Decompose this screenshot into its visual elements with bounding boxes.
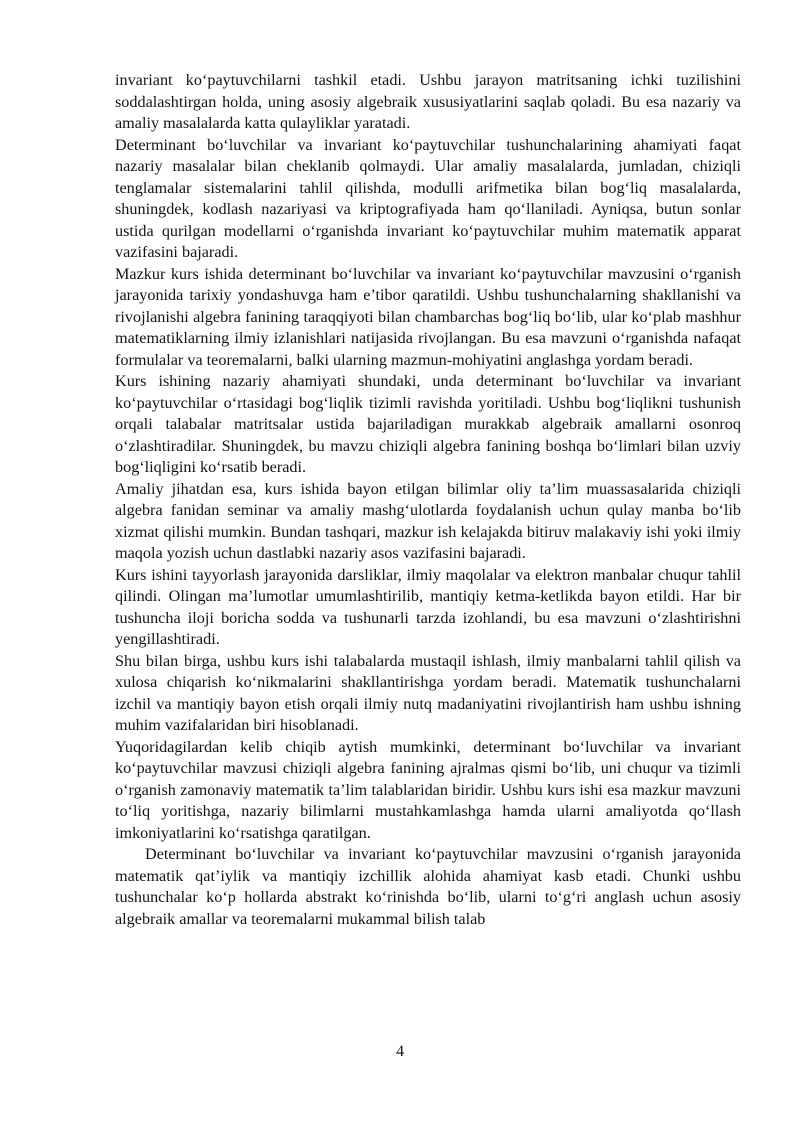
paragraph-6: Kurs ishini tayyorlash jarayonida darsliklar, ilmiy maqolalar va elektron manbalar chuqur tahlil qilindi. Olingan ma’lumotlar umumlashtirilib, mantiqiy ketma-ketlikda bayon etildi. Har bir tushuncha iloji boricha sodda va tushunarli tarzda izohlandi, bu esa mavzuni oʻzlashtirishni yengillashtiradi. [115, 565, 741, 648]
page-number: 4 [395, 1042, 405, 1060]
paragraph-9: Determinant boʻluvchilar va invariant koʻpaytuvchilar mavzusini oʻrganish jarayonida matematik qat’iylik va mantiqiy izchillik alohida ahamiyat kasb etadi. Chunki ushbu tushunchalar koʻp hollarda abstrakt koʻrinishda boʻlib, ularni toʻgʻri anglash uchun asosiy algebraik amallar va teoremalarni mukammal bilish talab [115, 845, 741, 928]
paragraph-3: Mazkur kurs ishida determinant boʻluvchilar va invariant koʻpaytuvchilar mavzusini oʻrganish jarayonida tarixiy yondashuvga ham e’tibor qaratildi. Ushbu tushunchalarning shakllanishi va rivojlanishi algebra fanining taraqqiyoti bilan chambarchas bogʻliq boʻlib, ular koʻplab mashhur matematiklarning ilmiy izlanishlari natijasida rivojlangan. Bu esa mavzuni oʻrganishda nafaqat formulalar va teoremalarni, balki ularning mazmun-mohiyatini anglashga yordam beradi. [115, 264, 741, 369]
paragraph-2: Determinant boʻluvchilar va invariant koʻpaytuvchilar tushunchalarining ahamiyati faqat nazariy masalalar bilan cheklanib qolmaydi. Ular amaliy masalalarda, jumladan, chiziqli tenglamalar sistemalarini tahlil qilishda, modulli arifmetika bilan bogʻliq masalalarda, shuningdek, kodlash nazariyasi va kriptografiyada ham qoʻllaniladi. Ayniqsa, butun sonlar ustida qurilgan modellarni oʻrganishda invariant koʻpaytuvchilar muhim matematik apparat vazifasini bajaradi. [115, 135, 741, 261]
paragraph-4: Kurs ishining nazariy ahamiyati shundaki, unda determinant boʻluvchilar va invariant koʻpaytuvchilar oʻrtasidagi bogʻliqlik tizimli ravishda yoritiladi. Ushbu bogʻliqlikni tushunish orqali talabalar matritsalar ustida bajariladigan murakkab algebraik amallarni osonroq oʻzlashtiradilar. Shuningdek, bu mavzu chiziqli algebra fanining boshqa boʻlimlari bilan uzviy bogʻliqligini koʻrsatib beradi. [115, 372, 741, 476]
body-text [115, 70, 741, 930]
paragraph-1: invariant koʻpaytuvchilarni tashkil etadi. Ushbu jarayon matritsaning ichki tuzilishini soddalashtirgan holda, uning asosiy algebraik xususiyatlarini saqlab qoladi. Bu esa nazariy va amaliy masalalarda katta qulayliklar yaratadi. [115, 71, 741, 132]
paragraph-7: Shu bilan birga, ushbu kurs ishi talabalarda mustaqil ishlash, ilmiy manbalarni tahlil qilish va xulosa chiqarish koʻnikmalarini shakllantirishga yordam beradi. Matematik tushunchalarni izchil va mantiqiy bayon etish orqali ilmiy nutq madaniyatini rivojlantirish ham ushbu ishning muhim vazifalaridan biri hisoblanadi. [115, 651, 741, 734]
paragraph-8: Yuqoridagilardan kelib chiqib aytish mumkinki, determinant boʻluvchilar va invariant koʻpaytuvchilar mavzusi chiziqli algebra fanining ajralmas qismi boʻlib, uni chuqur va tizimli oʻrganish zamonaviy matematik ta’lim talablaridan biridir. Ushbu kurs ishi esa mazkur mavzuni toʻliq yoritishga, nazariy bilimlarni mustahkamlashga hamda ularni amaliyotda qoʻllash imkoniyatlarini koʻrsatishga qaratilgan. [115, 737, 741, 842]
paragraph-5: Amaliy jihatdan esa, kurs ishida bayon etilgan bilimlar oliy ta’lim muassasalarida chiziqli algebra fanidan seminar va amaliy mashgʻulotlarda foydalanish uchun qulay manba boʻlib xizmat qilishi mumkin. Bundan tashqari, mazkur ish kelajakda bitiruv malakaviy ishi yoki ilmiy maqola yozish uchun dastlabki nazariy asos vazifasini bajaradi. [115, 479, 741, 562]
